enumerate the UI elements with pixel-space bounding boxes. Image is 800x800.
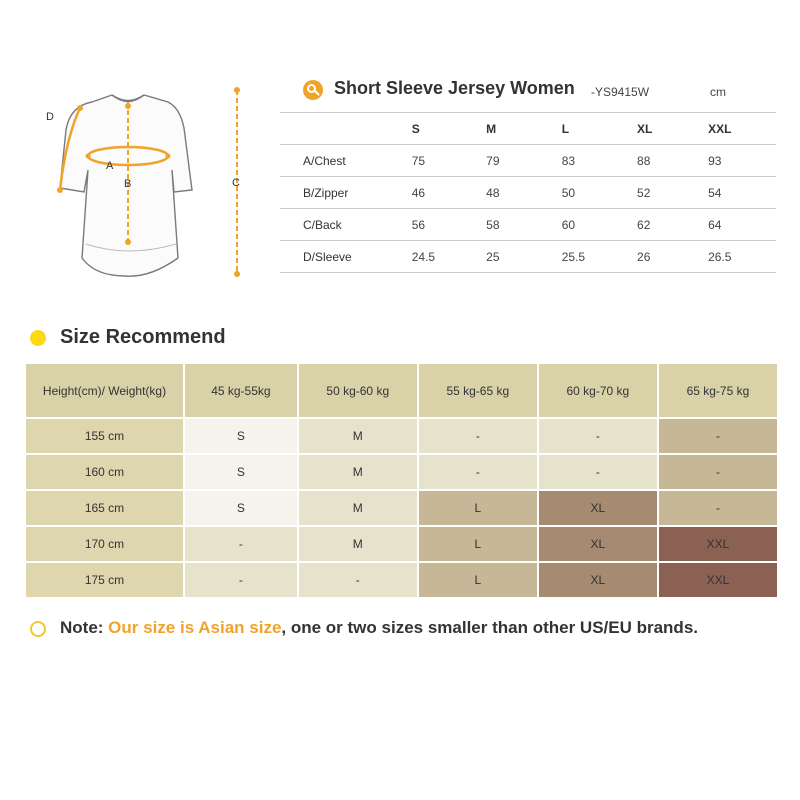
height-label: 160 cm xyxy=(26,455,183,489)
label-b: B xyxy=(124,178,132,190)
label-a: A xyxy=(106,160,114,172)
weight-header: 55 kg-65 kg xyxy=(419,364,537,417)
size-xl: XL xyxy=(637,113,708,145)
table-row xyxy=(26,491,777,525)
size-chart-title: Short Sleeve Jersey Women xyxy=(334,78,575,98)
height-label: 165 cm xyxy=(26,491,183,525)
size-cell: M xyxy=(299,419,417,453)
cell-value: 60 xyxy=(562,209,637,241)
row-label: B/Zipper xyxy=(280,177,412,209)
cell-value: 25 xyxy=(486,241,562,273)
size-cell: - xyxy=(539,419,657,453)
size-chart-header xyxy=(303,78,783,106)
size-recommend-title: Size Recommend xyxy=(60,326,226,348)
size-cell: - xyxy=(299,563,417,597)
table-row xyxy=(280,177,776,209)
size-cell: M xyxy=(299,527,417,561)
cell-value: 26 xyxy=(637,241,708,273)
cell-value: 88 xyxy=(637,145,708,177)
table-row xyxy=(280,145,776,177)
measurement-table xyxy=(280,112,776,273)
weight-header: 65 kg-75 kg xyxy=(659,364,777,417)
table-row xyxy=(280,241,776,273)
size-cell: L xyxy=(419,563,537,597)
table-row xyxy=(280,209,776,241)
unit-label: cm xyxy=(710,85,726,99)
size-cell: M xyxy=(299,491,417,525)
cell-value: 54 xyxy=(708,177,776,209)
cell-value: 52 xyxy=(637,177,708,209)
size-cell: - xyxy=(185,563,297,597)
cell-value: 48 xyxy=(486,177,562,209)
table-row xyxy=(26,455,777,489)
note-suffix: , one or two sizes smaller than other US/EU brands. xyxy=(281,618,698,637)
label-c: C xyxy=(232,177,240,189)
cell-value: 50 xyxy=(562,177,637,209)
weight-header: 45 kg-55kg xyxy=(185,364,297,417)
size-cell: S xyxy=(185,419,297,453)
size-cell: XXL xyxy=(659,527,777,561)
note-prefix: Note: xyxy=(60,618,109,637)
jersey-diagram xyxy=(40,78,270,288)
product-code: -YS9415W xyxy=(591,85,650,99)
size-cell: XXL xyxy=(659,563,777,597)
row-label: D/Sleeve xyxy=(280,241,412,273)
corner-header: Height(cm)/ Weight(kg) xyxy=(26,364,183,417)
cell-value: 62 xyxy=(637,209,708,241)
cell-value: 79 xyxy=(486,145,562,177)
size-cell: XL xyxy=(539,527,657,561)
cell-value: 58 xyxy=(486,209,562,241)
weight-header-row xyxy=(26,364,777,417)
table-row xyxy=(26,419,777,453)
size-cell: M xyxy=(299,455,417,489)
size-cell: S xyxy=(185,455,297,489)
size-cell: - xyxy=(419,419,537,453)
size-cell: - xyxy=(659,419,777,453)
cell-value: 75 xyxy=(412,145,486,177)
size-recommend-table xyxy=(24,362,779,599)
cell-value: 64 xyxy=(708,209,776,241)
size-header-row xyxy=(280,113,776,145)
size-cell: L xyxy=(419,491,537,525)
size-cell: - xyxy=(659,455,777,489)
note-highlight: Our size is Asian size xyxy=(108,618,282,637)
cell-value: 25.5 xyxy=(562,241,637,273)
cell-value: 93 xyxy=(708,145,776,177)
yellow-dot-icon xyxy=(30,330,46,346)
row-label: A/Chest xyxy=(280,145,412,177)
height-label: 175 cm xyxy=(26,563,183,597)
size-s: S xyxy=(412,113,486,145)
height-label: 155 cm xyxy=(26,419,183,453)
size-note xyxy=(30,618,790,642)
label-d: D xyxy=(46,111,54,123)
weight-header: 60 kg-70 kg xyxy=(539,364,657,417)
size-cell: S xyxy=(185,491,297,525)
size-xxl: XXL xyxy=(708,113,776,145)
table-row xyxy=(26,563,777,597)
size-cell: XL xyxy=(539,491,657,525)
cell-value: 83 xyxy=(562,145,637,177)
size-cell: XL xyxy=(539,563,657,597)
ring-bullet-icon xyxy=(30,621,46,637)
cell-value: 56 xyxy=(412,209,486,241)
size-cell: - xyxy=(659,491,777,525)
size-cell: L xyxy=(419,527,537,561)
cell-value: 46 xyxy=(412,177,486,209)
size-cell: - xyxy=(539,455,657,489)
cell-value: 24.5 xyxy=(412,241,486,273)
note-text xyxy=(60,618,698,638)
cell-value: 26.5 xyxy=(708,241,776,273)
height-label: 170 cm xyxy=(26,527,183,561)
size-l: L xyxy=(562,113,637,145)
weight-header: 50 kg-60 kg xyxy=(299,364,417,417)
size-cell: - xyxy=(185,527,297,561)
magnifier-badge-icon xyxy=(303,80,323,100)
size-m: M xyxy=(486,113,562,145)
size-cell: - xyxy=(419,455,537,489)
row-label: C/Back xyxy=(280,209,412,241)
table-row xyxy=(26,527,777,561)
